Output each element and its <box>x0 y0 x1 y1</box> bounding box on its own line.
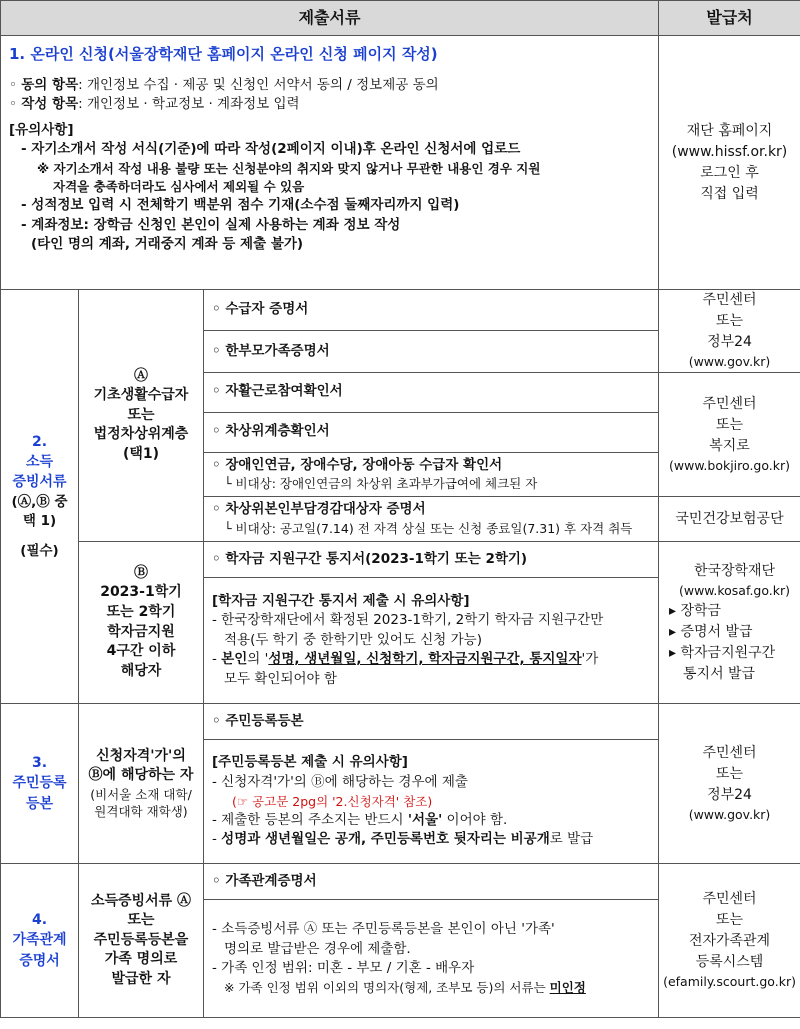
doc-disability: ◦ 장애인연금, 장애수당, 장애아동 수급자 확인서 └ 비대상: 장애인연금의 차상위 초과부가급여에 체크된 자 <box>204 452 659 497</box>
table-header-row <box>1 1 800 36</box>
doc-self-support: ◦ 자활근로참여확인서 <box>204 372 659 412</box>
section4-caution: - 소득증빙서류 Ⓐ 또는 주민등록등본을 본인이 아닌 '가족' 명의로 발급받은 경우에 제출함. - 가족 인정 범위: 미혼 - 부모 / 기혼 - 배우자 ※ 가족 인정 범위 이외의 명의자(형제, 조부모 등)의 서류는 미인정 <box>204 900 659 1018</box>
caution-note: ※ 자기소개서 작성 내용 불량 또는 신청분야의 취지와 맞지 않거나 무관한 내용인 경우 지원 <box>37 161 541 176</box>
doc-family-relation: ◦ 가족관계증명서 <box>204 864 659 900</box>
section3-caution: [주민등록등본 제출 시 유의사항] - 신청자격'가'의 Ⓑ에 해당하는 경우에 제출 (☞ 공고문 2pg의 '2.신청자격' 참조) - 제출한 등본의 주소지는 반드시 '서울' 이어야 함. - 성명과 생년월일은 공개, 주민등록번호 뒷자리는 비공개로 발급 <box>204 740 659 864</box>
section4-row <box>1 864 800 900</box>
caution-item: - 계좌정보: 장학금 신청인 본인이 실제 사용하는 계좌 정보 작성 <box>21 216 401 233</box>
section3-title: 3. 주민등록 등본 <box>1 704 79 864</box>
section1-content <box>1 36 659 290</box>
doc-resident-register: ◦ 주민등록등본 <box>204 704 659 740</box>
section2-row <box>1 542 800 578</box>
caution-item: (타인 명의 계좌, 거래중지 계좌 등 제출 불가) <box>31 236 304 253</box>
write-line: ◦ 작성 항목: 개인정보 · 학교정보 · 계좌정보 입력 <box>9 96 300 113</box>
section3-row <box>1 704 800 740</box>
caution-title: [유의사항] <box>9 121 74 138</box>
doc-recipient-cert: ◦ 수급자 증명서 <box>204 290 659 331</box>
section3-target: 신청자격'가'의 Ⓑ에 해당하는 자 (비서울 소재 대학/ 원격대학 재학생) <box>79 704 204 864</box>
section3-issuer: 주민센터 또는 정부24 (www.gov.kr) <box>659 704 800 864</box>
section4-issuer: 주민센터 또는 전자가족관계 등록시스템 (efamily.scourt.go.kr) <box>659 864 800 1018</box>
issuer-a2: 주민센터 또는 복지로 (www.bokjiro.go.kr) <box>659 372 800 497</box>
section2-row <box>1 290 800 331</box>
doc-copay-reduction: ◦ 차상위본인부담경감대상자 증명서 └ 비대상: 공고일(7.14) 전 자격 상실 또는 신청 종료일(7.31) 후 자격 취득 <box>204 497 659 542</box>
section4-target: 소득증빙서류 Ⓐ 또는 주민등록등본을 가족 명의로 발급한 자 <box>79 864 204 1018</box>
section2-title: 2. 소득 증빙서류 (Ⓐ,Ⓑ 중 택 1) (필수) <box>1 290 79 704</box>
doc-single-parent: ◦ 한부모가족증명서 <box>204 331 659 372</box>
caution-item: - 자기소개서 작성 서식(기준)에 따라 작성(2페이지 이내)후 온라인 신청서에 업로드 <box>21 141 521 158</box>
section4-title: 4. 가족관계 증명서 <box>1 864 79 1018</box>
section1-title: 1. 온라인 신청(서울장학재단 홈페이지 온라인 신청 페이지 작성) <box>9 45 438 63</box>
caution-note: 자격을 충족하더라도 심사에서 제외될 수 있음 <box>53 179 305 195</box>
issuer-a3: 국민건강보험공단 <box>659 497 800 542</box>
group-b-label: Ⓑ 2023-1학기 또는 2학기 학자금지원 4구간 이하 해당자 <box>79 542 204 704</box>
doc-student-aid-notice: ◦ 학자금 지원구간 통지서(2023-1학기 또는 2학기) <box>204 542 659 578</box>
header-issuer: 발급처 <box>659 1 800 36</box>
caution-item: - 성적정보 입력 시 전체학기 백분위 점수 기재(소수점 둘째자리까지 입력) <box>21 197 460 214</box>
doc-near-poverty: ◦ 차상위계층확인서 <box>204 412 659 452</box>
section1-row <box>1 36 800 290</box>
header-docs: 제출서류 <box>1 1 659 36</box>
consent-line: ◦ 동의 항목: 개인정보 수집 · 제공 및 신청인 서약서 동의 / 정보제공 동의 <box>9 76 439 93</box>
issuer-a1: 주민센터 또는 정부24 (www.gov.kr) <box>659 290 800 373</box>
doc-b-caution: [학자금 지원구간 통지서 제출 시 유의사항] - 한국장학재단에서 확정된 2023-1학기, 2학기 학자금 지원구간만 적용(두 학기 중 한학기만 있어도 신청 가능) - 본인의 '성명, 생년월일, 신청학기, 학자금지원구간, 통지일자'가 모두 확인되어야 함 <box>204 578 659 704</box>
group-a-label: Ⓐ 기초생활수급자 또는 법정차상위계층 (택1) <box>79 290 204 542</box>
section1-issuer: 재단 홈페이지 (www.hissf.or.kr) 로그인 후 직접 입력 <box>659 36 800 290</box>
issuer-b: 한국장학재단 (www.kosaf.go.kr) ▸ 장학금 ▸ 증명서 발급 ▸ 학자금지원구간 통지서 발급 <box>659 542 800 704</box>
